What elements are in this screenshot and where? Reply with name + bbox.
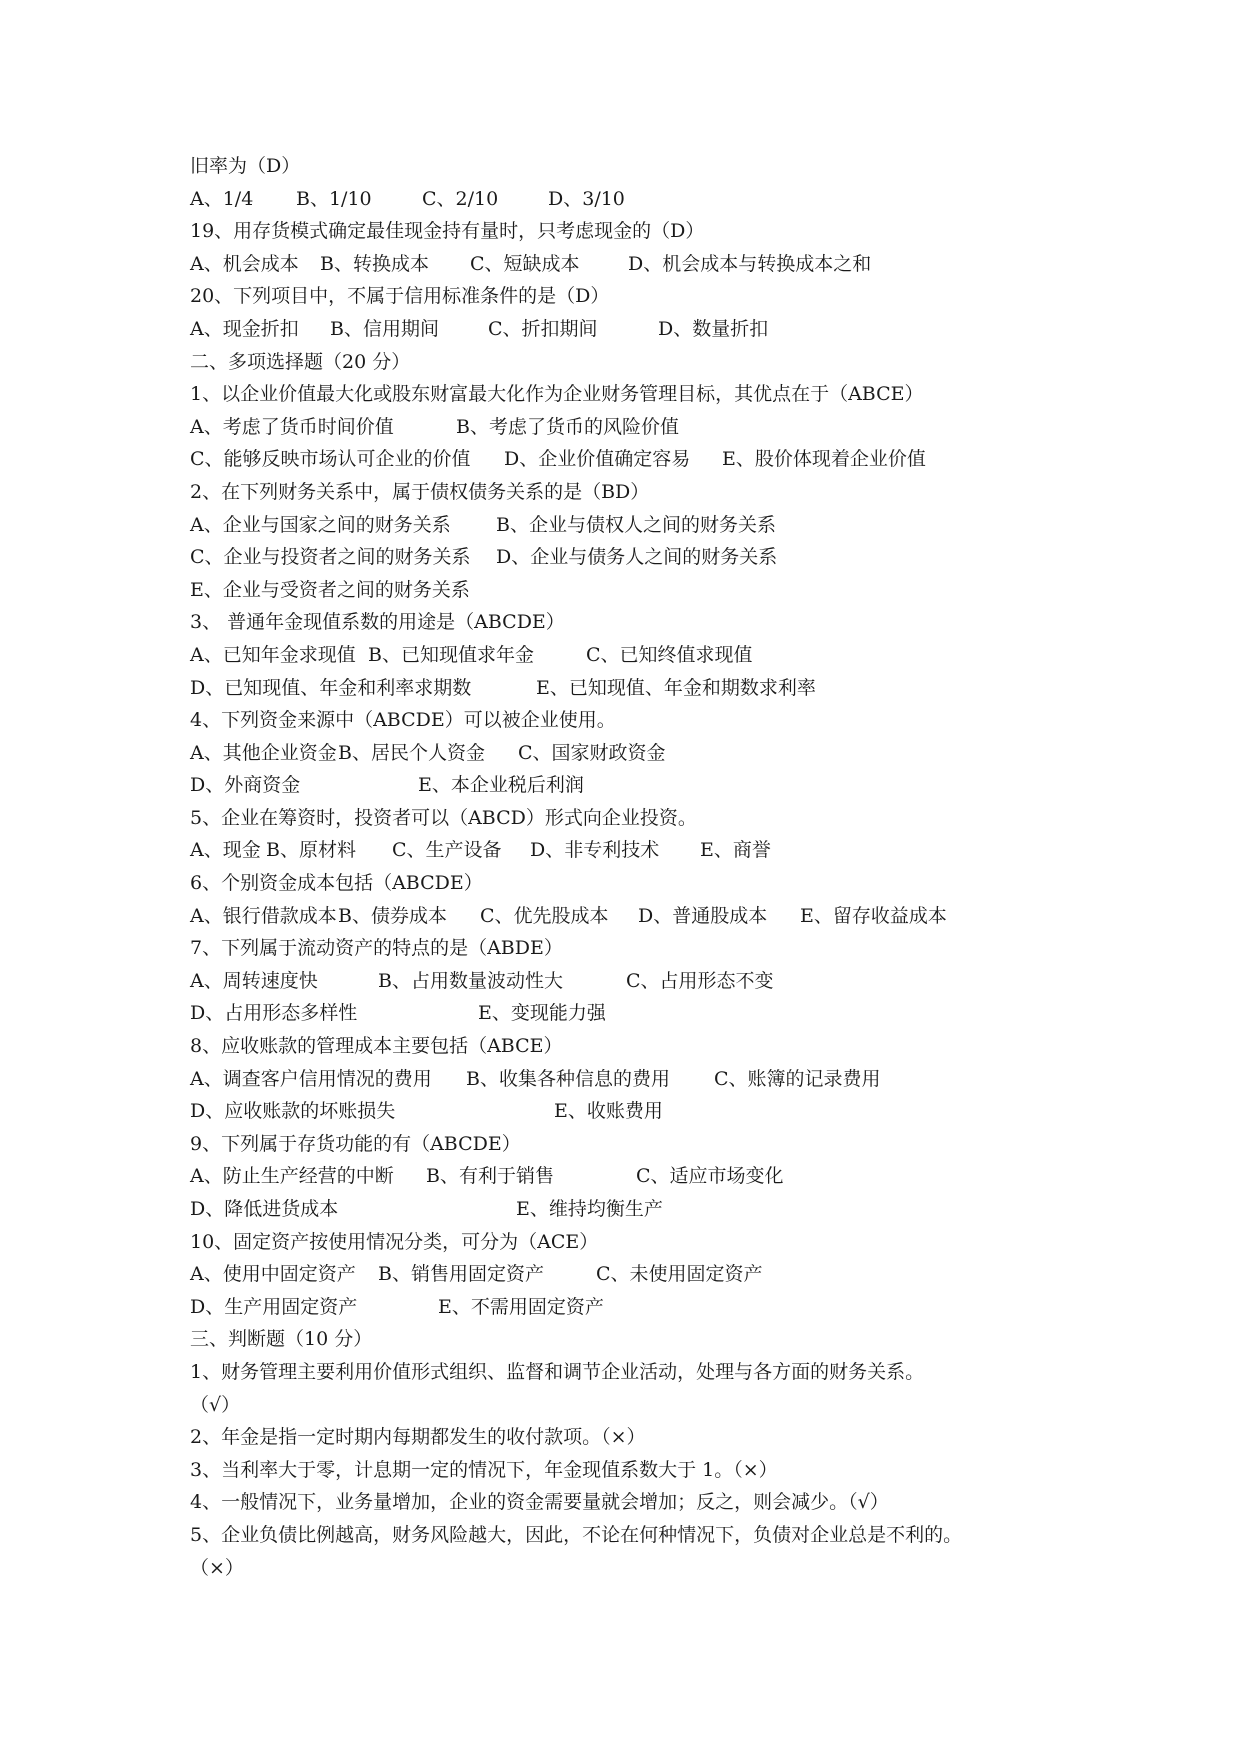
options-line	[190, 1160, 1090, 1193]
line-text: 1、以企业价值最大化或股东财富最大化作为企业财务管理目标，其优点在于（ABCE）	[190, 383, 924, 406]
option-text: E、留存收益成本	[800, 904, 947, 927]
option-text: E、企业与受资者之间的财务关系	[190, 578, 470, 601]
line-text: 1、财务管理主要利用价值形式组织、监督和调节企业活动，处理与各方面的财务关系。	[190, 1360, 925, 1383]
options-line	[190, 639, 1090, 672]
option-text: B、转换成本	[320, 252, 429, 275]
line-text: 旧率为（D）	[190, 155, 301, 177]
line-text: 2、年金是指一定时期内每期都发生的收付款项。（×）	[190, 1426, 646, 1449]
question-line	[190, 1226, 1090, 1259]
options-line	[190, 411, 1090, 444]
option-text: B、销售用固定资产	[378, 1263, 544, 1286]
line-text: 5、企业在筹资时，投资者可以（ABCD）形式向企业投资。	[190, 806, 697, 829]
text-line	[190, 150, 1090, 183]
option-text: C、国家财政资金	[518, 741, 666, 764]
line-text: 8、应收账款的管理成本主要包括（ABCE）	[190, 1035, 563, 1058]
option-text: C、优先股成本	[480, 904, 609, 927]
options-line	[190, 541, 1090, 574]
options-line	[190, 1258, 1090, 1291]
option-text: E、不需用固定资产	[438, 1295, 604, 1318]
option-text: D、已知现值、年金和利率求期数	[190, 676, 472, 699]
question-line	[190, 476, 1090, 509]
line-text: 3、 普通年金现值系数的用途是（ABCDE）	[190, 611, 565, 634]
option-text: A、其他企业资金	[190, 741, 337, 764]
option-text: A、周转速度快	[190, 969, 318, 992]
options-line	[190, 769, 1090, 802]
option-text: E、股价体现着企业价值	[722, 448, 926, 471]
option-text: C、未使用固定资产	[596, 1263, 763, 1286]
question-line	[190, 378, 1090, 411]
options-line	[190, 574, 1090, 607]
question-line	[190, 1519, 1090, 1552]
option-text: A、防止生产经营的中断	[190, 1165, 394, 1188]
option-text: E、变现能力强	[478, 1002, 606, 1025]
question-line	[190, 606, 1090, 639]
options-line	[190, 1095, 1090, 1128]
option-text: B、债券成本	[338, 904, 447, 927]
line-text: 9、下列属于存货功能的有（ABCDE）	[190, 1132, 521, 1155]
options-line	[190, 443, 1090, 476]
option-text: A、已知年金求现值	[190, 643, 356, 666]
option-text: C、生产设备	[392, 839, 502, 862]
option-text: A、考虑了货币时间价值	[190, 415, 394, 438]
option-text: E、收账费用	[554, 1100, 663, 1123]
option-text: B、有利于销售	[426, 1165, 554, 1188]
option-text: C、适应市场变化	[636, 1165, 784, 1188]
question-line	[190, 1454, 1090, 1487]
option-text: D、企业价值确定容易	[504, 448, 691, 471]
option-text: A、企业与国家之间的财务关系	[190, 513, 451, 536]
option-text: D、降低进货成本	[190, 1198, 339, 1220]
question-line	[190, 280, 1090, 313]
option-text: D、企业与债务人之间的财务关系	[496, 546, 778, 569]
options-line	[190, 834, 1090, 867]
option-text: C、短缺成本	[470, 252, 580, 275]
options-line	[190, 997, 1090, 1030]
option-text: B、信用期间	[330, 317, 439, 340]
option-text: D、普通股成本	[638, 904, 768, 927]
line-text: （√）	[190, 1393, 241, 1416]
option-text: A、机会成本	[190, 252, 299, 275]
options-line	[190, 737, 1090, 770]
option-text: D、机会成本与转换成本之和	[628, 252, 872, 275]
options-line	[190, 183, 1090, 216]
option-text: B、考虑了货币的风险价值	[456, 415, 679, 438]
question-line	[190, 802, 1090, 835]
line-text: 6、个别资金成本包括（ABCDE）	[190, 872, 483, 895]
option-text: B、原材料	[266, 839, 356, 862]
line-text: 5、企业负债比例越高，财务风险越大，因此，不论在何种情况下，负债对企业总是不利的。	[190, 1523, 963, 1546]
options-line	[190, 248, 1090, 281]
option-text: B、占用数量波动性大	[378, 969, 563, 992]
option-text: C、占用形态不变	[626, 969, 774, 992]
line-text: 10、固定资产按使用情况分类，可分为（ACE）	[190, 1230, 599, 1253]
options-line	[190, 965, 1090, 998]
option-text: A、现金	[190, 839, 261, 862]
question-line	[190, 1356, 1090, 1389]
question-line	[190, 1421, 1090, 1454]
option-text: D、生产用固定资产	[190, 1295, 358, 1318]
line-text: 19、用存货模式确定最佳现金持有量时，只考虑现金的（D）	[190, 220, 705, 243]
question-line	[190, 704, 1090, 737]
option-text: C、2/10	[422, 187, 499, 210]
text-line	[190, 1552, 1090, 1585]
options-line	[190, 509, 1090, 542]
option-text: E、本企业税后利润	[418, 774, 584, 797]
line-text: 20、下列项目中，不属于信用标准条件的是（D）	[190, 285, 610, 308]
text-line	[190, 1389, 1090, 1422]
option-text: D、外商资金	[190, 774, 301, 797]
option-text: C、能够反映市场认可企业的价值	[190, 448, 471, 471]
options-line	[190, 1291, 1090, 1324]
section-heading	[190, 346, 1090, 379]
option-text: B、1/10	[296, 187, 372, 210]
option-text: D、占用形态多样性	[190, 1002, 358, 1025]
section-heading	[190, 1323, 1090, 1356]
option-text: C、已知终值求现值	[586, 643, 753, 666]
option-text: D、数量折扣	[658, 317, 769, 340]
option-text: C、账簿的记录费用	[714, 1067, 881, 1090]
option-text: E、已知现值、年金和期数求利率	[536, 676, 816, 699]
line-text: 3、当利率大于零，计息期一定的情况下，年金现值系数大于 1。（×）	[190, 1458, 778, 1481]
question-line	[190, 932, 1090, 965]
option-text: A、调查客户信用情况的费用	[190, 1067, 432, 1090]
line-text: 7、下列属于流动资产的特点的是（ABDE）	[190, 937, 563, 960]
option-text: D、应收账款的坏账损失	[190, 1100, 396, 1123]
option-text: C、折扣期间	[488, 317, 598, 340]
question-line	[190, 867, 1090, 900]
option-text: A、现金折扣	[190, 317, 299, 340]
option-text: B、企业与债权人之间的财务关系	[496, 513, 776, 536]
option-text: B、居民个人资金	[338, 741, 485, 764]
option-text: B、已知现值求年金	[368, 643, 534, 666]
line-text: 三、判断题（10 分）	[190, 1328, 373, 1351]
question-line	[190, 1030, 1090, 1063]
options-line	[190, 1063, 1090, 1096]
option-text: E、商誉	[700, 839, 771, 862]
option-text: A、银行借款成本	[190, 904, 337, 927]
question-line	[190, 215, 1090, 248]
options-line	[190, 672, 1090, 705]
option-text: B、收集各种信息的费用	[466, 1067, 670, 1090]
options-line	[190, 313, 1090, 346]
option-text: D、非专利技术	[530, 839, 660, 862]
line-text: 2、在下列财务关系中，属于债权债务关系的是（BD）	[190, 480, 650, 503]
option-text: E、维持均衡生产	[516, 1198, 663, 1220]
options-line	[190, 900, 1090, 933]
question-line	[190, 1486, 1090, 1519]
line-text: （×）	[190, 1556, 244, 1579]
option-text: A、使用中固定资产	[190, 1263, 356, 1286]
options-line	[190, 1193, 1090, 1226]
document-body	[190, 150, 1090, 1584]
option-text: C、企业与投资者之间的财务关系	[190, 546, 471, 569]
question-line	[190, 1128, 1090, 1161]
option-text: D、3/10	[548, 187, 625, 210]
line-text: 4、一般情况下，业务量增加，企业的资金需要量就会增加；反之，则会减少。（√）	[190, 1491, 889, 1514]
option-text: A、1/4	[190, 187, 254, 210]
line-text: 二、多项选择题（20 分）	[190, 350, 411, 373]
line-text: 4、下列资金来源中（ABCDE）可以被企业使用。	[190, 709, 616, 732]
